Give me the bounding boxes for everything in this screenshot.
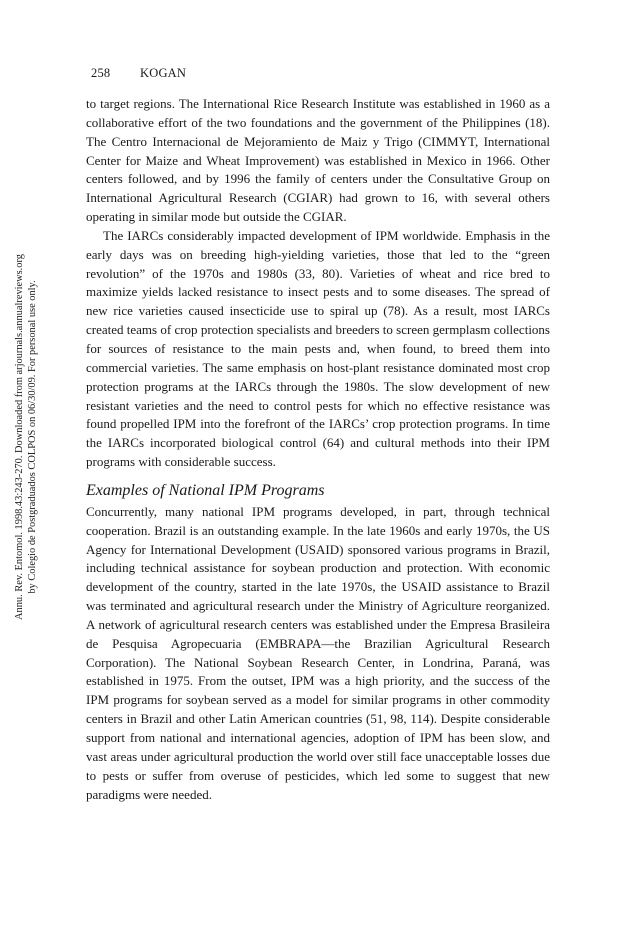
- paragraph-cgiar: to target regions. The International Rice Research Institute was established in 1960 as a collaborative effort of the two foundations and the government of the Philippines (18). The Centro Internacional de Mejoramiento de Maiz y Trigo (CIMMYT, International Center for Maize and Wheat Improvement) was established in Mexico in 1966. Other centers followed, and by 1996 the family of centers under the Consultative Group on International Agricultural Research (CGIAR) had grown to 16, with several others operating in similar mode but outside the CGIAR.: [86, 96, 550, 225]
- section-heading: Examples of National IPM Programs: [86, 481, 325, 499]
- article-body: [86, 95, 550, 804]
- paragraph-iarcs-impact: The IARCs considerably impacted development of IPM worldwide. Emphasis in the early days was on breeding high-yielding varieties, those that led to the “green revolution” of the 1970s and 1980s (33, 80). Varieties of wheat and rice bred to maximize yields lacked resistance to insect pests and to some diseases. The spread of new rice varieties caused insecticide use to spiral up (78). As a result, most IARCs created teams of crop protection specialists and breeders to screen germplasm collections for sources of resistance to the main pests and, when found, to breed them into commercial varieties. The same emphasis on host-plant resistance dominated most crop protection programs at the IARCs through the 1980s. The slow development of new resistant varieties and the need to control pests for which no effective resistance was found propelled IPM into the forefront of the IARCs’ crop protection programs. In time the IARCs incorporated biological control (64) and cultural methods into their IPM programs with considerable success.: [86, 227, 550, 470]
- running-head-author: KOGAN: [140, 66, 187, 80]
- running-header: [91, 66, 186, 81]
- paragraph-national-programs: Concurrently, many national IPM programs developed, in part, through technical cooperation. Brazil is an outstanding example. In the late 1960s and early 1970s, the US Agency for International Development (USAID) sponsored various programs in Brazil, including technical assistance for soybean production and protection. With economic development of the country, started in the late 1970s, the USAID assistance to Brazil was terminated and agricultural research under the Ministry of Agriculture reorganized. A network of agricultural research centers was established under the Empresa Brasileira de Pesquisa Agropecuaria (EMBRAPA—the Brazilian Agricultural Research Corporation). The National Soybean Research Center, in Londrina, Paraná, was established in 1975. From the outset, IPM was a high priority, and the success of the IPM programs for soybean served as a model for similar programs in other commodity centers in Brazil and other Latin American countries (51, 98, 114). Despite considerable support from national and international agencies, adoption of IPM has been slow, and vast areas under agricultural production the world over still face unacceptable losses due to pests or suffer from overuse of pesticides, which led some to suggest that new paradigms were needed.: [86, 503, 550, 802]
- page-number: 258: [91, 66, 111, 80]
- watermark-line-2: by Colegio de Postgraduados COLPOS on 06/30/09. For personal use only.: [27, 280, 38, 594]
- watermark-line-1: Annu. Rev. Entomol. 1998.43:243-270. Downloaded from arjournals.annualreviews.org: [14, 254, 25, 620]
- download-watermark: [13, 202, 39, 672]
